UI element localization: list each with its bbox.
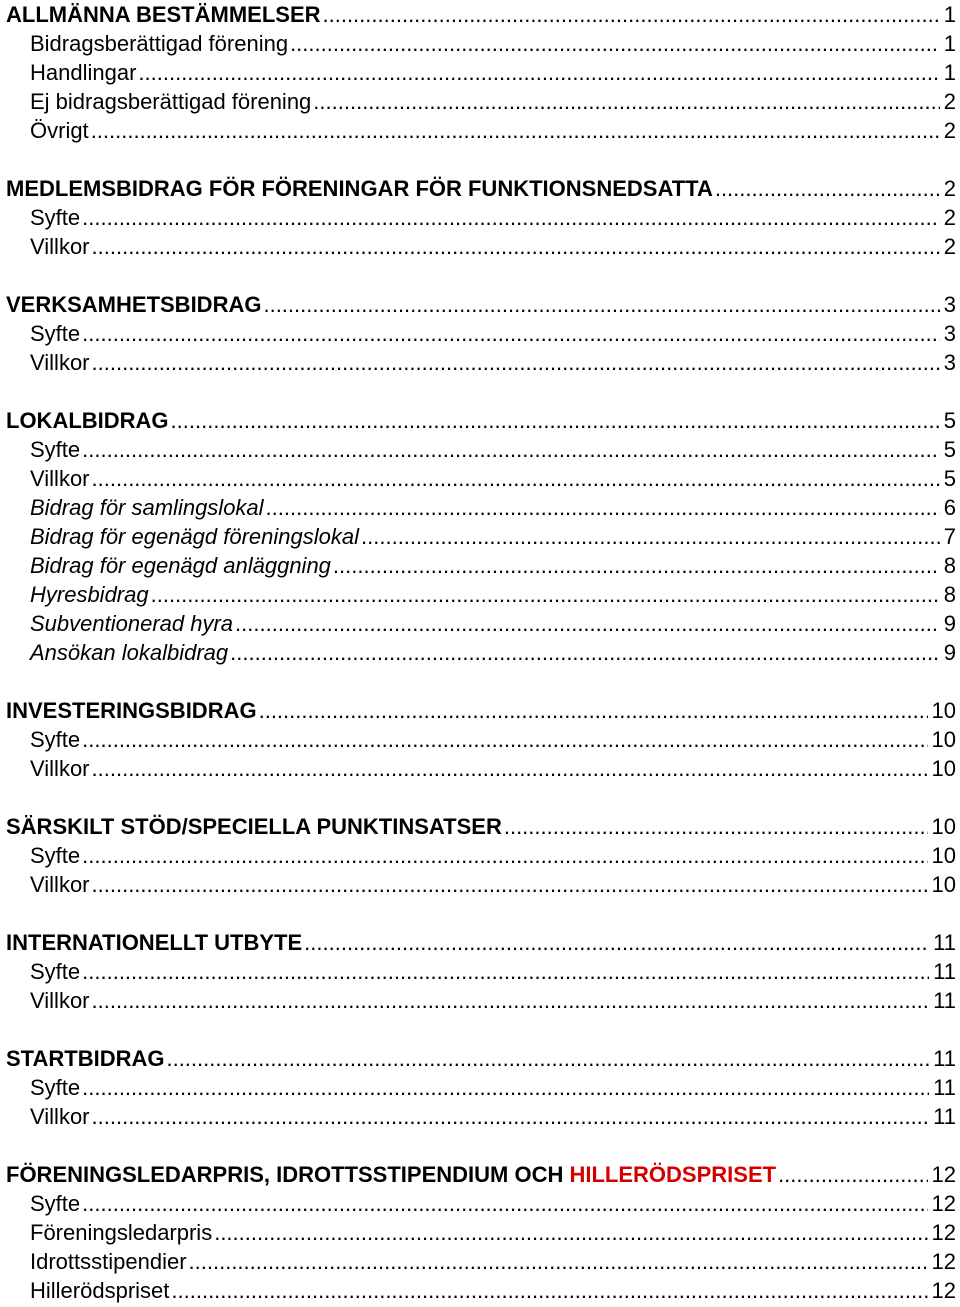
toc-heading-title [6,1160,776,1189]
dot-leader [311,87,939,116]
toc-heading[interactable] [6,174,956,203]
dot-leader [149,580,940,609]
toc-entry[interactable] [6,203,956,232]
dot-leader [169,406,940,435]
toc-section-startbidrag [6,1044,956,1131]
toc-entry-title: Syfte [30,321,81,346]
toc-page-number: 12 [931,1220,956,1245]
dot-leader [90,464,940,493]
toc-entry[interactable] [6,870,956,899]
toc-section-lokalbidrag [6,406,956,667]
toc-entry[interactable] [6,1218,956,1247]
dot-leader [261,290,939,319]
dot-leader [90,232,940,261]
toc-entry-title: Villkor [30,350,90,375]
toc-entry[interactable] [6,493,956,522]
toc-page-number: 10 [931,814,956,839]
toc-entry-title: Villkor [30,756,90,781]
dot-leader [80,319,940,348]
toc-entry[interactable] [6,87,956,116]
toc-page-number: 12 [931,1278,956,1303]
toc-page-number: 3 [943,321,956,346]
toc-section-sarskilt-stod [6,812,956,899]
toc-entry-title: Hillerödspriset [30,1278,170,1303]
toc-entry[interactable] [6,580,956,609]
toc-entry-title: Handlingar [30,60,137,85]
toc-heading[interactable] [6,1044,956,1073]
dot-leader [89,116,940,145]
toc-entry[interactable] [6,1276,956,1305]
toc-entry[interactable] [6,29,956,58]
table-of-contents [6,0,956,1305]
toc-page-number: 11 [933,988,956,1013]
toc-page-number: 2 [943,118,956,143]
toc-entry-title: Villkor [30,872,90,897]
toc-entry[interactable] [6,957,956,986]
toc-heading[interactable] [6,290,956,319]
toc-entry-title: Syfte [30,205,81,230]
toc-page-number: 11 [933,930,956,955]
toc-page-number: 12 [931,1162,956,1187]
dot-leader [90,986,930,1015]
toc-entry-title: Bidrag för egenägd föreningslokal [30,524,360,549]
dot-leader [264,493,940,522]
toc-page-number: 8 [943,582,956,607]
toc-section-verksamhetsbidrag [6,290,956,377]
toc-entry-title: Syfte [30,437,81,462]
toc-entry-title: Bidrag för samlingslokal [30,495,264,520]
toc-heading-title: VERKSAMHETSBIDRAG [6,292,262,317]
toc-page-number: 8 [943,553,956,578]
dot-leader [233,609,940,638]
toc-section-foreningsledarpris [6,1160,956,1305]
toc-heading-title-text: FÖRENINGSLEDARPRIS, IDROTTSSTIPENDIUM OCH [6,1162,570,1187]
toc-heading-title: INTERNATIONELLT UTBYTE [6,930,303,955]
toc-entry-title: Hyresbidrag [30,582,149,607]
toc-page-number: 12 [931,1191,956,1216]
toc-page-number: 6 [943,495,956,520]
dot-leader [90,754,928,783]
toc-heading-title: ALLMÄNNA BESTÄMMELSER [6,2,321,27]
toc-section-medlemsbidrag [6,174,956,261]
dot-leader [80,435,940,464]
toc-entry[interactable] [6,1189,956,1218]
dot-leader [80,957,929,986]
toc-heading[interactable] [6,928,956,957]
toc-page-number: 11 [933,1104,956,1129]
toc-entry-title: Villkor [30,988,90,1013]
toc-entry-title: Syfte [30,1075,81,1100]
toc-page-number: 10 [931,843,956,868]
toc-page-number: 2 [943,234,956,259]
toc-page-number: 10 [931,872,956,897]
toc-page-number: 9 [943,640,956,665]
dot-leader [288,29,940,58]
toc-page-number: 10 [931,698,956,723]
toc-heading[interactable] [6,1160,956,1189]
toc-heading-title: INVESTERINGSBIDRAG [6,698,257,723]
toc-page-number: 5 [943,437,956,462]
toc-entry-title: Ej bidragsberättigad förening [30,89,312,114]
toc-page-number: 2 [943,176,956,201]
dot-leader [302,928,929,957]
toc-page-number: 1 [943,60,956,85]
toc-page-number: 3 [943,292,956,317]
toc-heading-title: SÄRSKILT STÖD/SPECIELLA PUNKTINSATSER [6,814,502,839]
toc-entry[interactable] [6,319,956,348]
dot-leader [90,1102,930,1131]
toc-page-number: 9 [943,611,956,636]
dot-leader [502,812,928,841]
toc-entry[interactable] [6,116,956,145]
toc-section-internationellt-utbyte [6,928,956,1015]
toc-entry-title: Villkor [30,1104,90,1129]
toc-page-number: 2 [943,89,956,114]
toc-entry-title: Villkor [30,466,90,491]
toc-entry[interactable] [6,232,956,261]
toc-page-number: 10 [931,756,956,781]
toc-page-number: 1 [943,31,956,56]
toc-entry[interactable] [6,551,956,580]
toc-entry[interactable] [6,522,956,551]
dot-leader [80,725,927,754]
toc-page-number: 5 [943,466,956,491]
toc-entry-title: Syfte [30,843,81,868]
toc-entry[interactable] [6,754,956,783]
toc-heading-title: MEDLEMSBIDRAG FÖR FÖRENINGAR FÖR FUNKTIONSNEDSATTA [6,176,713,201]
toc-page-number: 7 [943,524,956,549]
toc-entry[interactable] [6,1247,956,1276]
toc-entry-title: Bidragsberättigad förening [30,31,289,56]
dot-leader [776,1160,927,1189]
toc-entry[interactable] [6,464,956,493]
toc-page-number: 1 [943,2,956,27]
dot-leader [169,1276,927,1305]
dot-leader [136,58,939,87]
toc-heading[interactable] [6,0,956,29]
toc-page-number: 10 [931,727,956,752]
toc-entry[interactable] [6,609,956,638]
toc-entry[interactable] [6,58,956,87]
toc-page-number: 5 [943,408,956,433]
toc-section-allmanna-bestammelser [6,0,956,145]
dot-leader [80,1073,929,1102]
toc-entry-title: Ansökan lokalbidrag [30,640,229,665]
dot-leader [80,1189,927,1218]
toc-heading[interactable] [6,812,956,841]
toc-entry[interactable] [6,638,956,667]
toc-page-number: 11 [933,1075,956,1100]
dot-leader [90,348,940,377]
toc-entry-title: Idrottsstipendier [30,1249,187,1274]
dot-leader [80,203,940,232]
toc-entry-title: Föreningsledarpris [30,1220,213,1245]
dot-leader [713,174,940,203]
dot-leader [187,1247,928,1276]
toc-entry-title: Villkor [30,234,90,259]
dot-leader [257,696,928,725]
toc-heading-highlight: HILLERÖDSPRISET [569,1162,777,1187]
toc-page-number: 11 [933,1046,956,1071]
toc-entry[interactable] [6,1102,956,1131]
toc-entry[interactable] [6,841,956,870]
dot-leader [90,870,928,899]
toc-heading[interactable] [6,406,956,435]
toc-entry[interactable] [6,348,956,377]
dot-leader [164,1044,929,1073]
dot-leader [359,522,940,551]
toc-heading-title: LOKALBIDRAG [6,408,169,433]
toc-page-number: 2 [943,205,956,230]
dot-leader [228,638,940,667]
toc-page-number: 11 [933,959,956,984]
toc-entry[interactable] [6,1073,956,1102]
toc-heading-title: STARTBIDRAG [6,1046,165,1071]
toc-entry-title: Syfte [30,959,81,984]
toc-entry-title: Bidrag för egenägd anläggning [30,553,331,578]
dot-leader [321,0,940,29]
dot-leader [80,841,927,870]
toc-section-investeringsbidrag [6,696,956,783]
toc-entry[interactable] [6,435,956,464]
toc-page-number: 3 [943,350,956,375]
toc-entry-title: Syfte [30,727,81,752]
toc-entry[interactable] [6,986,956,1015]
toc-entry-title: Syfte [30,1191,81,1216]
toc-heading[interactable] [6,696,956,725]
toc-page-number: 12 [931,1249,956,1274]
dot-leader [212,1218,927,1247]
toc-entry-title: Övrigt [30,118,89,143]
toc-entry[interactable] [6,725,956,754]
toc-entry-title: Subventionerad hyra [30,611,234,636]
dot-leader [331,551,940,580]
